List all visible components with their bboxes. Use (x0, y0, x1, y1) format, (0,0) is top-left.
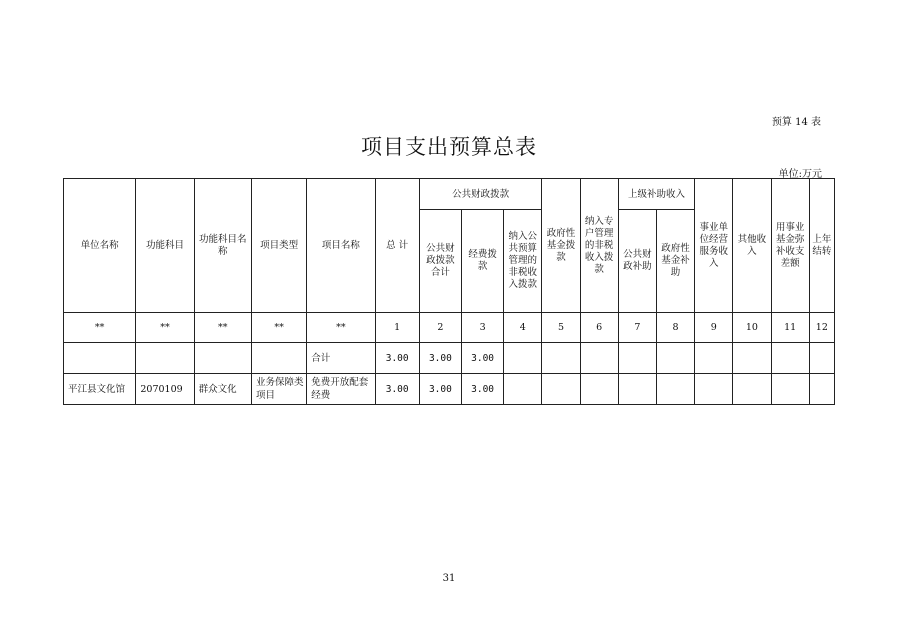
index-cell: 1 (375, 313, 419, 343)
empty-cell (580, 374, 618, 405)
col-biz-fund: 用事业基金弥补收支差额 (771, 179, 809, 313)
empty-cell (656, 343, 694, 374)
empty-cell (504, 343, 542, 374)
table-row (64, 374, 835, 405)
index-cell: ** (64, 313, 136, 343)
table-tag: 预算 14 表 (771, 117, 821, 128)
index-cell: 10 (733, 313, 771, 343)
row-pf-funding: 3.00 (461, 374, 503, 405)
row-pf-subtotal: 3.00 (419, 374, 461, 405)
empty-cell (542, 374, 580, 405)
empty-cell (251, 343, 306, 374)
empty-cell (64, 343, 136, 374)
index-cell: 8 (656, 313, 694, 343)
index-cell: 9 (695, 313, 733, 343)
index-cell: 2 (419, 313, 461, 343)
empty-cell (733, 374, 771, 405)
col-gov-fund: 政府性基金拨款 (542, 179, 580, 313)
col-special-nontax: 纳入专户管理的非税收入拨款 (580, 179, 618, 313)
row-func-code: 2070109 (136, 374, 194, 405)
row-proj-type: 业务保障类项目 (251, 374, 306, 405)
col-biz-income: 事业单位经营服务收入 (695, 179, 733, 313)
empty-cell (618, 343, 656, 374)
page-title: 项目支出预算总表 (361, 135, 537, 159)
total-row (64, 343, 835, 374)
row-total: 3.00 (375, 374, 419, 405)
col-us-gov: 政府性基金补助 (656, 210, 694, 313)
index-cell: 5 (542, 313, 580, 343)
col-pf-subtotal: 公共财政拨款合计 (419, 210, 461, 313)
col-pf-funding: 经费拨款 (461, 210, 503, 313)
index-cell: ** (307, 313, 375, 343)
empty-cell (771, 343, 809, 374)
index-cell: ** (136, 313, 194, 343)
empty-cell (618, 374, 656, 405)
col-other-income: 其他收入 (733, 179, 771, 313)
empty-cell (504, 374, 542, 405)
empty-cell (809, 343, 834, 374)
col-public-fiscal: 公共财政拨款 (419, 179, 542, 210)
unit-label: 单位:万元 (778, 169, 822, 180)
row-proj-name: 免费开放配套经费 (307, 374, 375, 405)
row-unit-name: 平江县文化馆 (64, 374, 136, 405)
index-cell: 6 (580, 313, 618, 343)
empty-cell (733, 343, 771, 374)
col-proj-name: 项目名称 (307, 179, 375, 313)
index-cell: ** (194, 313, 251, 343)
empty-cell (695, 374, 733, 405)
index-cell: 11 (771, 313, 809, 343)
col-carryover: 上年结转 (809, 179, 834, 313)
total-pf-funding: 3.00 (461, 343, 503, 374)
page-number: 31 (442, 573, 456, 584)
col-func-name: 功能科目名称 (194, 179, 251, 313)
index-cell: ** (251, 313, 306, 343)
col-func-code: 功能科目 (136, 179, 194, 313)
index-row (64, 313, 835, 343)
empty-cell (136, 343, 194, 374)
budget-table (63, 178, 835, 405)
index-cell: 12 (809, 313, 834, 343)
empty-cell (580, 343, 618, 374)
index-cell: 3 (461, 313, 503, 343)
col-pf-nontax: 纳入公共预算管理的非税收入拨款 (504, 210, 542, 313)
total-total: 3.00 (375, 343, 419, 374)
empty-cell (194, 343, 251, 374)
row-func-name: 群众文化 (194, 374, 251, 405)
total-label: 合计 (307, 343, 375, 374)
col-us-public: 公共财政补助 (618, 210, 656, 313)
total-pf-subtotal: 3.00 (419, 343, 461, 374)
col-unit-name: 单位名称 (64, 179, 136, 313)
empty-cell (542, 343, 580, 374)
empty-cell (695, 343, 733, 374)
index-cell: 7 (618, 313, 656, 343)
empty-cell (771, 374, 809, 405)
col-upper-subsidy: 上级补助收入 (618, 179, 694, 210)
empty-cell (809, 374, 834, 405)
index-cell: 4 (504, 313, 542, 343)
col-total: 总 计 (375, 179, 419, 313)
col-proj-type: 项目类型 (251, 179, 306, 313)
empty-cell (656, 374, 694, 405)
